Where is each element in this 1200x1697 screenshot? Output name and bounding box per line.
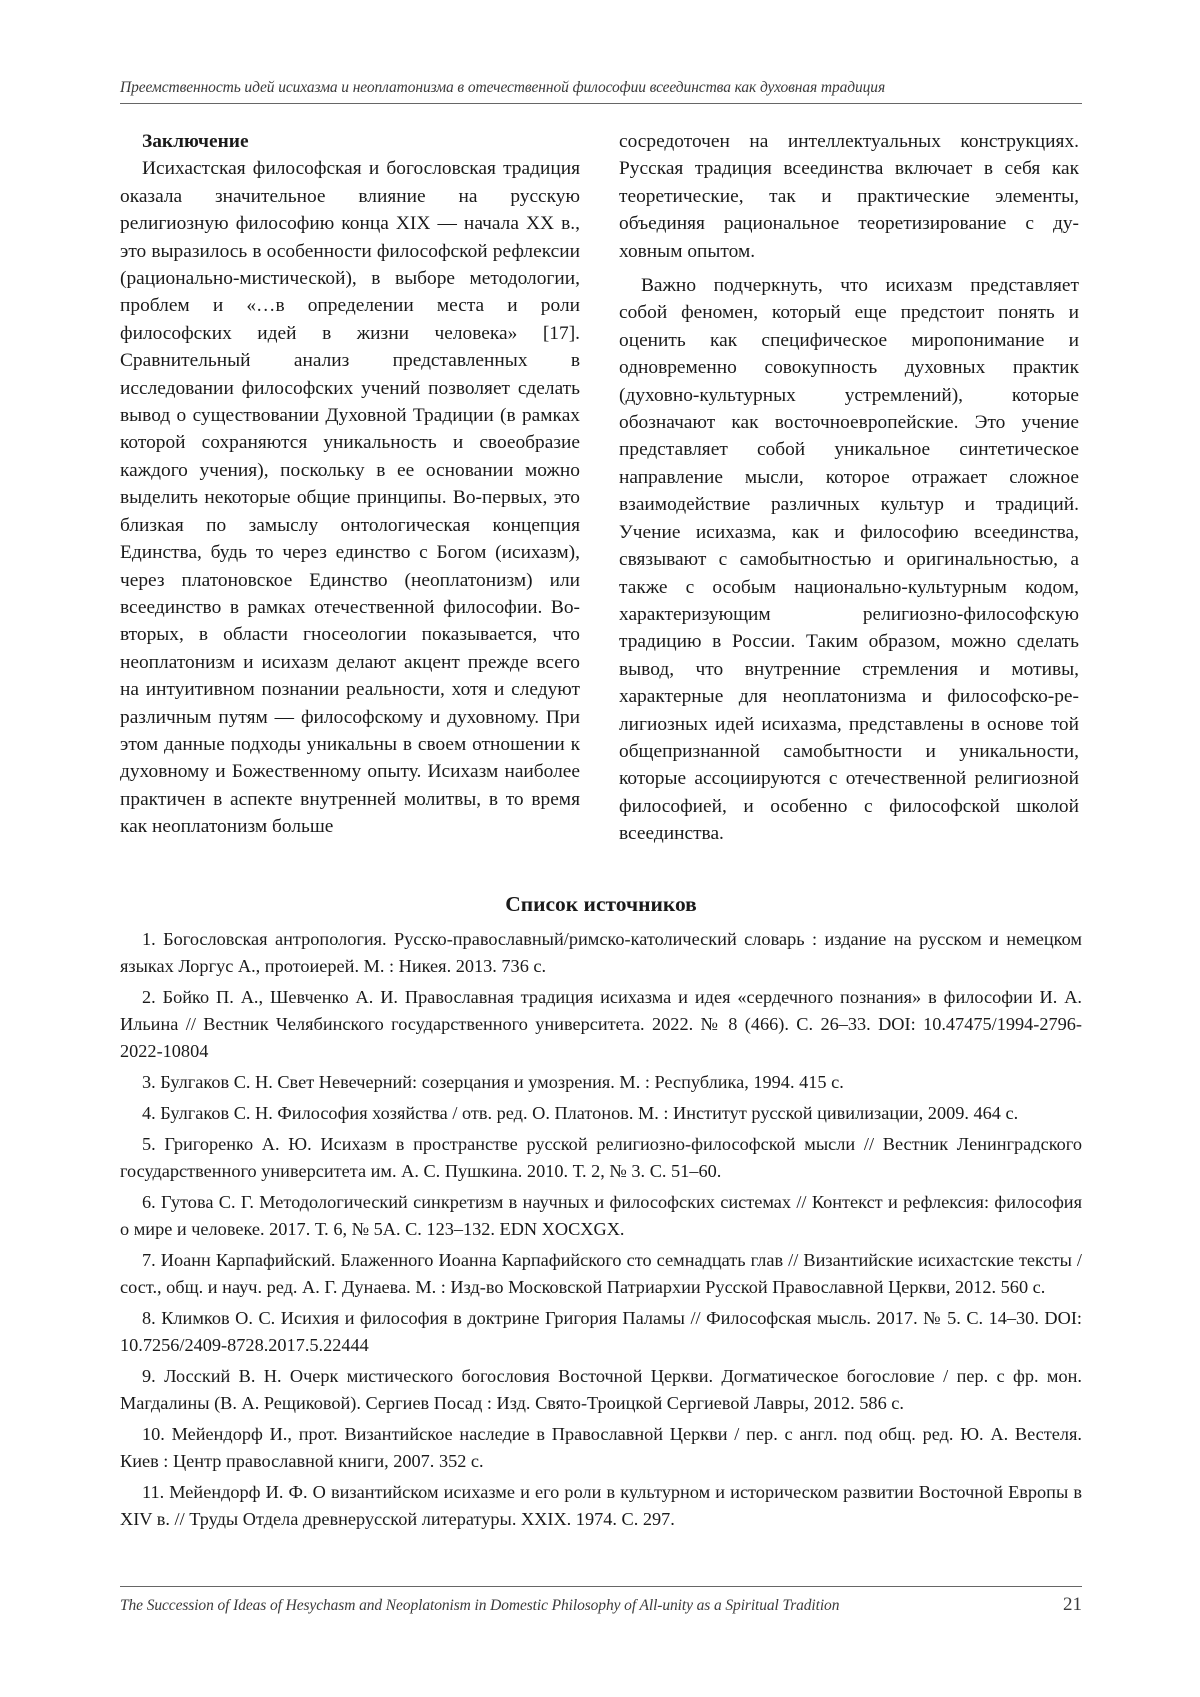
footer-rule	[120, 1586, 1082, 1587]
running-footer: The Succession of Ideas of Hesychasm and Neoplatonism in Domestic Philosophy of All-unity as a Spiritual Tradition	[120, 1597, 840, 1614]
reference-item: 9. Лосский В. Н. Очерк мистического богословия Восточной Церкви. Догматическое богословие / пер. с фр. мон. Магдалины (В. А. Рещиковой). Сергиев Посад : Изд. Свято-Троицкой Сергиевой Лавры, 2012. 586 с.	[120, 1366, 1082, 1413]
conclusion-heading: Заключение	[142, 131, 249, 152]
header-rule	[120, 103, 1082, 104]
reference-item: 8. Климков О. С. Исихия и философия в доктрине Григория Паламы // Философская мысль. 2017. № 5. С. 14–30. DOI: 10.7256/2409-8728.2017.5.22444	[120, 1308, 1082, 1355]
running-header: Преемственность идей исихазма и неоплатонизма в отечественной философии всеединства как духовная традиция	[120, 79, 886, 96]
reference-item: 5. Григоренко А. Ю. Исихазм в пространстве русской религиозно-философской мысли // Вестник Ленинградского государственного университета им. А. С. Пушкина. 2010. Т. 2, № 3. С. 51–60.	[120, 1134, 1082, 1181]
conclusion-paragraph-1-continued: сосредоточен на интеллектуальных конструкциях. Русская традиция всеединства включает в себя как теоретические, так и практические элементы, объединяя рациональное теоретизирование с духовным опытом.	[619, 131, 1079, 262]
reference-item: 11. Мейендорф И. Ф. О византийском исихазме и его роли в культурном и историческом развитии Восточной Европы в XIV в. // Труды Отдела древнерусской литературы. XXIX. 1974. С. 297.	[120, 1482, 1082, 1529]
reference-item: 2. Бойко П. А., Шевченко А. И. Православная традиция исихазма и идея «сердечного познания» в философии И. А. Ильина // Вестник Челябинского государственного университета. 2022. № 8 (466). С. 26–33. DOI: 10.47475/1994-2796-2022-10804	[120, 987, 1082, 1061]
references-title: Список источников	[505, 892, 697, 916]
references-list	[120, 926, 1082, 1537]
reference-item: 1. Богословская антропология. Русско-православный/римско-католический словарь : издание на русском и немецком языках Лоргус А., протоиерей. М. : Никея. 2013. 736 с.	[120, 929, 1082, 976]
reference-item: 4. Булгаков С. Н. Философия хозяйства / отв. ред. О. Платонов. М. : Институт русской цивилизации, 2009. 464 с.	[142, 1103, 1019, 1123]
conclusion-paragraph-1: Исихастская философская и богословская традиция оказала значительное влияние на русскую религиозную философию конца XIX — начала XX в., это выразилось в особенности философской рефлексии (рационально-мистической), в выборе методологии, проблем и «…в определении места и роли философских идей в жизни человека» [17]. Сравнительный анализ представленных в исследовании философских учений позволяет сделать вывод о существовании Духовной Традиции (в рамках которой сохраняются уникальность и своеобразие каждого учения), поскольку в ее основании можно выделить некоторые общие принципы. Во-первых, это близкая по замыслу онтологическая концепция Единства, будь то через единство с Богом (исихазм), через платоновское Единство (неоплатонизм) или всеединство в рамках отечественной философии. Во-вторых, в области гносеологии показывается, что неоплатонизм и исихазм делают акцент прежде всего на интуитивном познании реальности, хотя и следуют различным путям — философскому и духовному. При этом данные подходы уникальны в своем отношении к духовному и Божественному опыту. Исихазм наиболее практичен в аспекте внутренней молитвы, в то время как неоплатонизм больше	[120, 158, 580, 838]
reference-item: 3. Булгаков С. Н. Свет Невечерний: созерцания и умозрения. М. : Республика, 1994. 415 с.	[142, 1072, 844, 1092]
left-column	[120, 128, 580, 841]
page-number: 21	[1063, 1594, 1082, 1615]
reference-item: 7. Иоанн Карпафийский. Блаженного Иоанна Карпафийского сто семнадцать глав // Византийские исихастские тексты / сост., общ. и науч. ред. А. Г. Дунаева. М. : Изд-во Московской Патриархии Русской Православной Церкви, 2012. 560 с.	[120, 1250, 1082, 1297]
reference-item: 10. Мейендорф И., прот. Византийское наследие в Православной Церкви / пер. с англ. под общ. ред. Ю. А. Вестеля. Киев : Центр православной книги, 2007. 352 с.	[120, 1424, 1082, 1471]
right-column	[619, 128, 1079, 848]
conclusion-paragraph-2: Важно подчеркнуть, что исихазм представляет собой феномен, который еще предстоит понять и оценить как специфическое миропонимание и одновременно совокупность духовных практик (духовно-культурных устремлений), которые обозначают как восточноевропейские. Это учение представляет собой уникальное синтетическое направление мысли, которое отражает сложное взаимодействие различных культур и традиций. Учение исихазма, как и философию всеединства, связывают с самобытностью и оригинальностью, а также с особым национально-культурным кодом, характеризующим религиозно-философскую традицию в России. Таким образом, можно сделать вывод, что внутренние стремления и мотивы, характерные для неоплатонизма и философско-религиозных идей исихазма, представлены в основе той общепризнанной самобытности и уникальности, которые ассоциируются с отечественной религиозной философией, и особенно с философской школой всеединства.	[619, 275, 1079, 845]
reference-item: 6. Гутова С. Г. Методологический синкретизм в научных и философских системах // Контекст и рефлексия: философия о мире и человеке. 2017. Т. 6, № 5А. С. 123–132. EDN XOCXGX.	[120, 1192, 1082, 1239]
